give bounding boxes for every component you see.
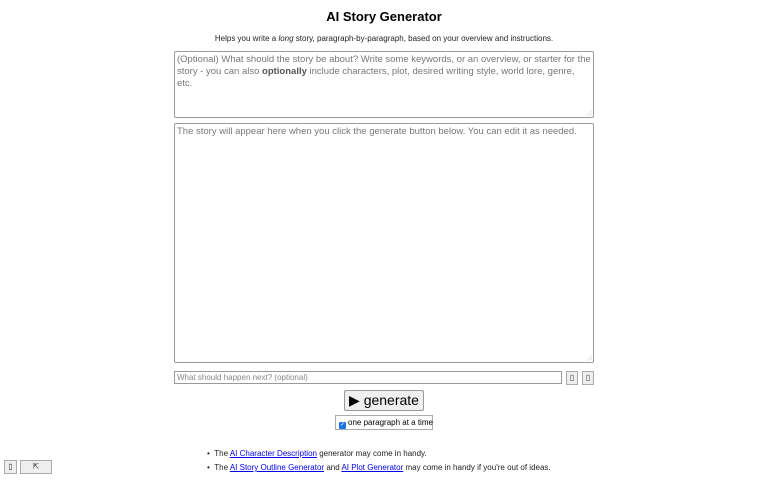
footer-expand-button[interactable]: ⇱ <box>20 460 52 474</box>
subtitle-text: Helps you write a <box>214 34 279 43</box>
icon-button-2[interactable]: ▯ <box>582 371 594 385</box>
tip-text: The <box>214 463 230 472</box>
story-overview-textarea[interactable] <box>174 51 594 118</box>
overview-placeholder-bold: optionally <box>262 66 307 77</box>
tip-text: may come in handy if you're out of ideas. <box>403 463 551 472</box>
plot-generator-link[interactable]: AI Plot Generator <box>341 463 404 472</box>
next-instruction-input[interactable]: What should happen next? (optional) <box>174 371 562 384</box>
subtitle-emphasis: long <box>278 34 294 43</box>
one-paragraph-checkbox[interactable] <box>335 415 433 430</box>
overview-placeholder: (Optional) What should the story be about? Write some keywords, or an overview, or starter for the story - you can also <box>177 54 591 77</box>
story-placeholder: The story will appear here when you click the generate button below. You can edit it as needed. <box>177 126 577 137</box>
list-item: • The AI Story Outline Generator and AI Plot Generator may come in handy if you're out of ideas. <box>207 463 551 472</box>
page-subtitle <box>0 34 768 43</box>
list-item: • The AI Character Description generator may come in handy. <box>207 449 427 458</box>
generate-button[interactable]: ▶ generate <box>344 390 424 411</box>
tip-text: and <box>324 463 342 472</box>
resize-grip-icon[interactable] <box>586 355 592 361</box>
icon-button-1[interactable]: ▯ <box>566 371 578 385</box>
page-title: AI Story Generator <box>326 9 442 24</box>
tip-text: The <box>214 449 230 458</box>
character-description-link[interactable]: AI Character Description <box>229 449 317 458</box>
checkbox-checked-icon[interactable]: ✓ <box>339 422 346 428</box>
overview-placeholder-end: include characters, plot, desired writing style, world lore, genre, etc. <box>177 66 575 89</box>
subtitle-text-end: story, paragraph-by-paragraph, based on your overview and instructions. <box>293 34 554 43</box>
resize-grip-icon[interactable] <box>586 110 592 116</box>
footer-button-1[interactable]: ▯ <box>4 460 17 474</box>
checkbox-label: one paragraph at a time <box>348 418 433 427</box>
story-outline-link[interactable]: AI Story Outline Generator <box>229 463 325 472</box>
story-output-textarea[interactable] <box>174 123 594 363</box>
tip-text: generator may come in handy. <box>316 449 427 458</box>
